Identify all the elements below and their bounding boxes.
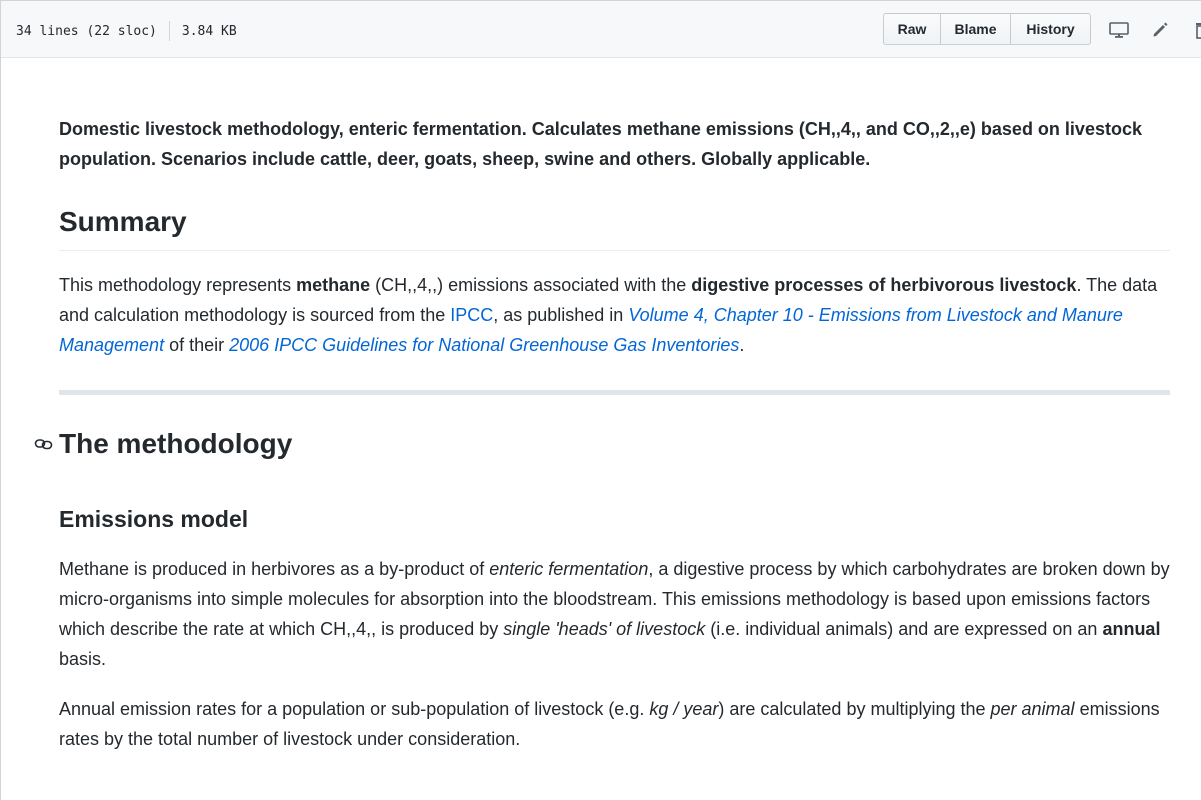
raw-button[interactable]: Raw (883, 13, 941, 45)
file-info-divider (169, 21, 170, 41)
file-size: 3.84 KB (181, 23, 237, 39)
file-actions-button-group (883, 13, 1091, 45)
summary-paragraph (59, 270, 1170, 360)
pencil-icon[interactable] (1149, 19, 1171, 41)
single-heads-text: single 'heads' of livestock (503, 619, 706, 639)
methodology-text: (i.e. individual animals) and are expressed on an (705, 619, 1103, 639)
methodology-text: emissions rates by the total number of livestock under consideration. (59, 699, 1160, 749)
summary-text: This methodology represents (59, 275, 297, 295)
horizontal-rule (59, 390, 1170, 395)
ipcc-link[interactable]: IPCC (450, 305, 494, 325)
desktop-icon[interactable] (1108, 19, 1130, 41)
summary-text: , as published in (493, 305, 629, 325)
per-animal-text: per animal (990, 699, 1075, 719)
methodology-text: Methane is produced in herbivores as a by-product of (59, 559, 490, 579)
summary-text: of their (164, 335, 230, 355)
summary-text: (CH,,4,,) emissions associated with the (370, 275, 692, 295)
volume-4-link[interactable]: Volume 4, Chapter 10 - Emissions from Livestock and Manure Management (59, 305, 1123, 355)
trashcan-icon[interactable] (1189, 19, 1201, 41)
summary-text: . The data and calculation methodology is sourced from the (59, 275, 1158, 325)
methodology-text: basis. (59, 649, 107, 669)
summary-digestive: digestive processes of herbivorous livestock (691, 275, 1077, 295)
blame-button[interactable]: Blame (940, 13, 1011, 45)
methodology-text: , a digestive process by which carbohydrates are broken down by micro-organisms into simple molecules for absorption into the bloodstream. This emissions methodology is based upon emissions factors which describe the rate at which CH,,4,, is produced by (59, 559, 1170, 639)
unit-text: kg / year (649, 699, 719, 719)
enteric-fermentation-text: enteric fermentation (489, 559, 649, 579)
line-count: 34 lines (22 sloc) (16, 23, 157, 39)
summary-heading: Summary (59, 204, 1170, 251)
file-info (16, 21, 237, 41)
methodology-text: Annual emission rates for a population or sub-population of livestock (e.g. (59, 699, 650, 719)
link-icon[interactable] (34, 436, 54, 452)
history-button[interactable]: History (1010, 13, 1091, 45)
methodology-heading: The methodology (59, 428, 293, 459)
emissions-model-heading: Emissions model (59, 506, 249, 532)
summary-text: . (739, 335, 745, 355)
summary-methane: methane (296, 275, 371, 295)
emissions-paragraph-2 (59, 694, 1174, 754)
ipcc-guidelines-link[interactable]: 2006 IPCC Guidelines for National Greenhouse Gas Inventories (229, 335, 740, 355)
file-header (1, 1, 1201, 58)
methodology-text: ) are calculated by multiplying the (718, 699, 991, 719)
annual-text: annual (1102, 619, 1161, 639)
emissions-paragraph-1 (59, 554, 1174, 674)
lead-paragraph: Domestic livestock methodology, enteric fermentation. Calculates methane emissions (CH,,4,, and CO,,2,,e) based on livestock population. Scenarios include cattle, deer, goats, sheep, swine and others. Globally applicable. (59, 119, 1142, 169)
